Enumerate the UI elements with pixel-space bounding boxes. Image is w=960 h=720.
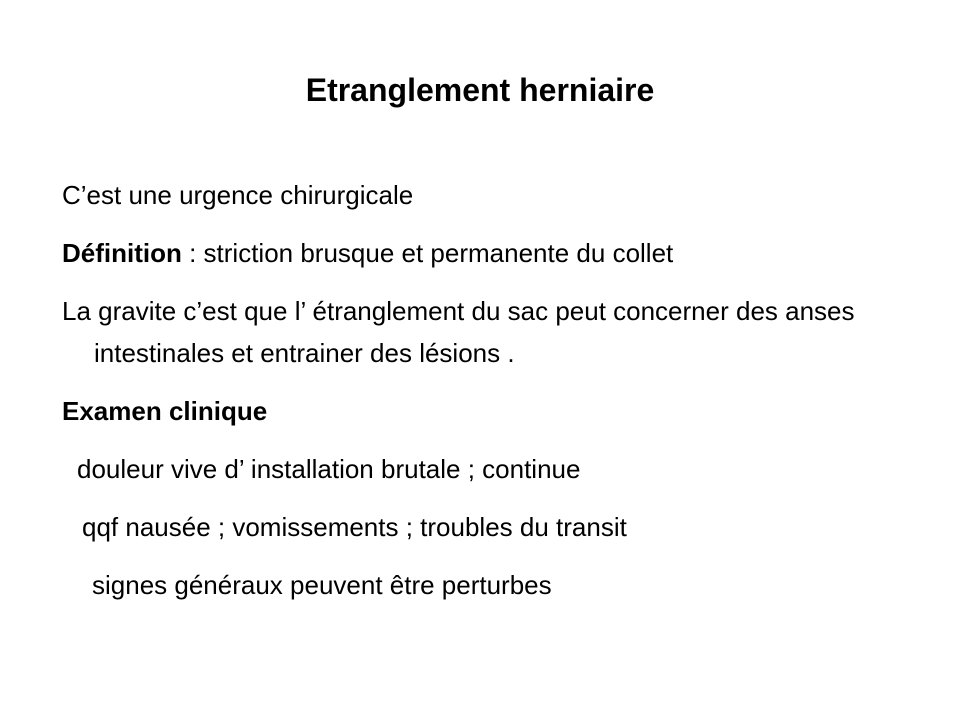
slide-body xyxy=(62,174,902,622)
exam-item-nausea: qqf nausée ; vomissements ; troubles du transit xyxy=(82,512,627,542)
definition-label: Définition xyxy=(62,238,182,268)
gravity-paragraph: La gravite c’est que l’ étranglement du sac peut concerner des anses intestinales et entrainer des lésions . xyxy=(62,296,855,368)
exam-item-pain: douleur vive d’ installation brutale ; continue xyxy=(77,454,581,484)
exam-heading: Examen clinique xyxy=(62,396,268,426)
urgency-line: C’est une urgence chirurgicale xyxy=(62,180,414,210)
definition-line xyxy=(62,232,902,274)
exam-item-general-signs: signes généraux peuvent être perturbes xyxy=(92,570,552,600)
slide-title: Etranglement herniaire xyxy=(305,72,655,108)
definition-text: : striction brusque et permanente du collet xyxy=(181,238,674,268)
